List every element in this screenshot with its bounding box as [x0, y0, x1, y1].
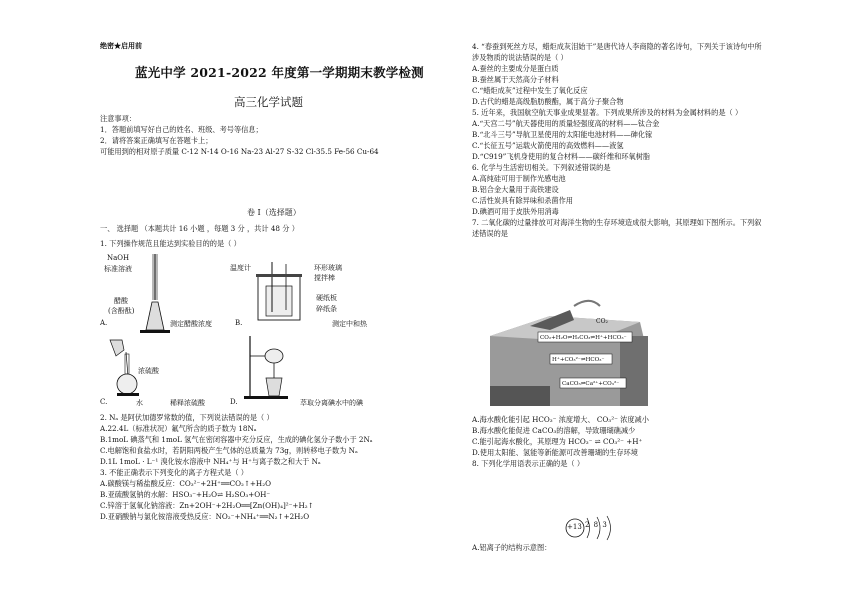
label-water: 水 — [136, 399, 143, 407]
question-line: 6. 化学与生活密切相关。下列叙述错误的是 — [472, 163, 611, 172]
notes-line: 可能用到的相对原子质量 C-12 N-14 O-16 Na-23 Al-27 S-32 Cl-35.5 Fe-56 Cu-64 — [100, 147, 379, 156]
question-line: 述错误的是 — [472, 229, 508, 238]
page-subtitle: 高三化学试题 — [234, 95, 303, 109]
question-line: 3. 不能正确表示下列变化的离子方程式是（ ） — [100, 468, 248, 477]
question-line: A.蚕丝的主要成分是蛋白质 — [472, 64, 559, 73]
question-line: C.“蜡炬成灰”过程中发生了氧化反应 — [472, 86, 588, 95]
question-line: A.高纯硅可用于制作光感电池 — [472, 174, 566, 183]
question-line: C.锌溶于氢氧化钠溶液：Zn+2OH⁻+2H₂O══[Zn(OH)₄]²⁻+H₂↑ — [100, 501, 314, 510]
figure-d-separatory-funnel — [244, 334, 294, 400]
label-naoh: NaOH — [107, 254, 130, 262]
option-b-letter: B. — [235, 319, 243, 327]
label-acetic-acid: 醋酸 — [114, 297, 128, 305]
ocean-acidification-diagram — [490, 296, 650, 408]
section-heading: 一、 选择题 （本题共计 16 小题 ，每题 3 分 ，共计 48 分 ） — [100, 224, 299, 233]
question-line: C.活性炭具有除异味和杀菌作用 — [472, 196, 573, 205]
diagram-equation-1: CO₂+H₂O⇌H₂CO₃⇌H⁺+HCO₃⁻ — [540, 335, 627, 341]
atom-nucleus: +13 — [567, 523, 582, 531]
diagram-equation-2: H⁺+CO₃²⁻⇌HCO₃⁻ — [552, 357, 605, 363]
question-line: D.亚硝酸钠与氯化铵溶液受热反应：NO₂⁻+NH₄⁺══N₂↑+2H₂O — [100, 512, 310, 521]
atom-shells: 2 8 3 — [585, 521, 608, 529]
questions-2-3 — [100, 412, 373, 522]
option-a-letter: A. — [100, 319, 108, 327]
label-scraps: 碎纸条 — [316, 305, 337, 313]
option-c-letter: C. — [100, 398, 108, 406]
question-8-option-a: A.铝离子的结构示意图： — [472, 543, 552, 552]
question-line: 5. 近年来，我国航空航天事业成果显著。下列成果所涉及的材料为金属材料的是（ ） — [472, 108, 743, 117]
figure-b-calorimeter — [252, 260, 312, 324]
volume-heading: 卷 I（选择题） — [247, 208, 301, 217]
question-line: B.“北斗三号”导航卫星使用的太阳能电池材料——砷化镓 — [472, 130, 653, 139]
option-d-text: 萃取分离碘水中的碘 — [300, 399, 363, 407]
question-line: B.蚕丝属于天然高分子材料 — [472, 75, 559, 84]
notes-line: 1．答题前填写好自己的姓名、班级、考号等信息； — [100, 125, 263, 134]
question-line: B.海水酸化能促进 CaCO₃的溶解，导致珊瑚礁减少 — [472, 426, 636, 435]
label-stirrer: 环形玻璃 — [314, 264, 342, 272]
question-7-options — [472, 414, 649, 469]
question-line: B.1moL 碘蒸气和 1moL 氢气在密闭容器中充分反应，生成的碘化氢分子数小于 2Nₐ — [100, 435, 373, 444]
question-line: A.“天宫二号”航天器使用的质量轻强度高的材料——钛合金 — [472, 119, 660, 128]
option-d-letter: D. — [230, 398, 238, 406]
label-thermometer: 温度计 — [230, 264, 251, 272]
question-line: A.海水酸化能引起 HCO₃⁻ 浓度增大、 CO₃²⁻ 浓度减小 — [472, 415, 649, 424]
question-line: D.古代的蜡是高级脂肪酸酯，属于高分子聚合物 — [472, 97, 624, 106]
question-line: C.能引起海水酸化，其原理为 HCO₃⁻ ⇌ CO₃²⁻ +H⁺ — [472, 437, 643, 446]
notes-line: 注意事项： — [100, 114, 136, 123]
question-line: 涉及物质的说法错误的是（ ） — [472, 53, 568, 62]
secret-label: 绝密★启用前 — [100, 41, 142, 50]
diagram-equation-3: CaCO₃⇌Ca²⁺+CO₃²⁻ — [562, 381, 620, 387]
notes-block — [100, 113, 379, 157]
label-indicator: (含酚酞) — [108, 307, 135, 315]
question-line: C.“长征五号”运载火箭使用的高效燃料——液氢 — [472, 141, 624, 150]
option-c-text: 稀释浓硫酸 — [170, 399, 205, 407]
question-line: 2. Nₐ 是阿伏加德罗常数的值，下列说法错误的是（ ） — [100, 413, 274, 422]
questions-4-7 — [472, 41, 762, 239]
question-line: 7. 二氧化碳的过量排放可对海洋生物的生存环境造成很大影响，其原理如下图所示。下列叙 — [472, 218, 762, 227]
diagram-co2-label: CO₂ — [596, 318, 608, 325]
label-stirrer-2: 搅拌棒 — [314, 274, 335, 282]
question-line: 4. “春蚕到死丝方尽，蜡炬成灰泪始干”是唐代诗人李商隐的著名诗句，下列关于该诗句中所 — [472, 42, 762, 51]
page-title: 蓝光中学 2021-2022 年度第一学期期末教学检测 — [135, 65, 424, 80]
option-a-text: 测定醋酸浓度 — [170, 320, 212, 328]
question-line: B.铝合金大量用于高铁建设 — [472, 185, 559, 194]
question-line: B.亚硫酸氢钠的水解：HSO₃⁻+H₂O⇌ H₂SO₃+OH⁻ — [100, 490, 271, 499]
question-line: C.电解饱和食盐水时，若阴阳两极产生气体的总质量为 73g，则转移电子数为 Nₐ — [100, 446, 358, 455]
notes-line: 2．请将答案正确填写在答题卡上； — [100, 136, 213, 145]
label-board: 硬纸板 — [316, 294, 337, 302]
question-line: D.使用太阳能、氢能等新能源可改善珊瑚的生存环境 — [472, 448, 638, 457]
option-b-text: 测定中和热 — [332, 320, 367, 328]
question-1-stem: 1. 下列操作规范且能达到实验目的的是（ ） — [100, 239, 241, 248]
question-line: D.碘酒可用于皮肤外用消毒 — [472, 207, 559, 216]
question-line: 8. 下列化学用语表示正确的是（ ） — [472, 459, 585, 468]
question-line: D.“C919”飞机身使用的复合材料——碳纤维和环氧树脂 — [472, 152, 651, 161]
label-standard-solution: 标准溶液 — [104, 265, 132, 273]
question-line: D.1L 1moL · L⁻¹ 溴化铵水溶液中 NH₄⁺与 H⁺与离子数之和大于 Nₐ — [100, 457, 321, 466]
label-concentrated-h2so4: 浓硫酸 — [138, 367, 159, 375]
question-line: A.碳酸镁与稀盐酸反应：CO₃²⁻+2H⁺══CO₂↑+H₂O — [100, 479, 271, 488]
question-line: A.22.4L（标准状况）氟气所含的质子数为 18Nₐ — [100, 424, 257, 433]
